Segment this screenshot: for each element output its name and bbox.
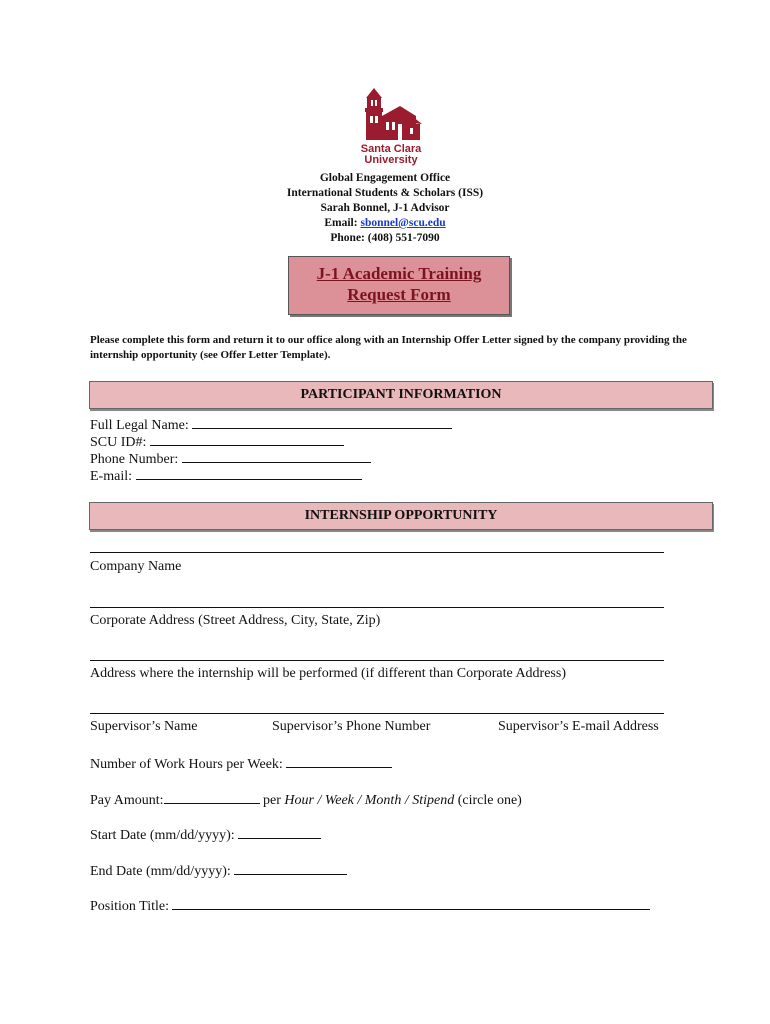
corporate-address-input[interactable] — [90, 607, 664, 608]
scu-id-input[interactable] — [150, 433, 344, 446]
phone-line: Phone: (408) 551-7090 — [330, 232, 440, 244]
supervisor-info-input[interactable] — [90, 713, 664, 714]
email-field-label: E-mail: — [90, 469, 132, 484]
internship-section-heading: INTERNSHIP OPPORTUNITY — [89, 502, 713, 530]
advisor-name: Sarah Bonnel, J-1 Advisor — [320, 202, 450, 214]
supervisor-phone-label: Supervisor’s Phone Number — [272, 719, 431, 734]
logo-name-line2: University — [364, 154, 418, 166]
email-field — [90, 467, 362, 485]
pay-per-label: per — [263, 793, 281, 808]
department-name: International Students & Scholars (ISS) — [286, 187, 484, 199]
form-title-line1: J-1 Academic Training — [316, 264, 482, 283]
mission-church-icon — [356, 86, 426, 142]
start-date-input[interactable] — [238, 826, 321, 839]
position-title-input[interactable] — [172, 897, 650, 910]
supervisor-name-label: Supervisor’s Name — [90, 719, 198, 734]
start-date-field — [90, 826, 321, 844]
end-date-field — [90, 862, 347, 880]
start-date-label: Start Date (mm/dd/yyyy): — [90, 828, 235, 843]
pay-amount-field — [90, 791, 522, 809]
instructions: Please complete this form and return it to our office along with an Internship Offer Letter signed by the company providing the internship opportunity (see Offer Letter Template). — [90, 334, 687, 361]
email-label: Email: — [324, 217, 361, 229]
form-title-line2: Request Form — [347, 285, 451, 304]
form-title-box — [288, 256, 510, 315]
corporate-address-label: Corporate Address (Street Address, City, State, Zip) — [90, 613, 381, 628]
end-date-input[interactable] — [234, 862, 347, 875]
email-link[interactable]: sbonnel@scu.edu — [360, 217, 446, 229]
university-logo — [356, 86, 426, 170]
company-name-label: Company Name — [90, 559, 182, 574]
supervisor-email-label: Supervisor’s E-mail Address — [498, 719, 659, 734]
participant-section-heading: PARTICIPANT INFORMATION — [89, 381, 713, 409]
full-name-input[interactable] — [192, 416, 452, 429]
pay-amount-label: Pay Amount: — [90, 793, 164, 808]
phone-number-input[interactable] — [182, 450, 371, 463]
email-line — [0, 216, 770, 231]
scu-id-field — [90, 433, 344, 451]
phone-number-field — [90, 450, 371, 468]
end-date-label: End Date (mm/dd/yyyy): — [90, 864, 231, 879]
work-hours-field — [90, 755, 392, 773]
pay-period-options[interactable]: Hour / Week / Month / Stipend — [284, 793, 455, 808]
internship-address-input[interactable] — [90, 660, 664, 661]
logo-name-line1: Santa Clara — [360, 143, 422, 155]
work-hours-label: Number of Work Hours per Week: — [90, 757, 283, 772]
full-name-label: Full Legal Name: — [90, 418, 189, 433]
office-name: Global Engagement Office — [319, 172, 451, 184]
email-input[interactable] — [136, 467, 362, 480]
phone-number-label: Phone Number: — [90, 452, 179, 467]
full-name-field — [90, 416, 452, 434]
scu-id-label: SCU ID#: — [90, 435, 147, 450]
company-name-input[interactable] — [90, 552, 664, 553]
pay-amount-input[interactable] — [164, 791, 260, 804]
position-title-label: Position Title: — [90, 899, 169, 914]
internship-address-label: Address where the internship will be performed (if different than Corporate Address) — [90, 666, 566, 681]
position-title-field — [90, 897, 650, 915]
work-hours-input[interactable] — [286, 755, 392, 768]
pay-period-note: (circle one) — [457, 793, 522, 808]
